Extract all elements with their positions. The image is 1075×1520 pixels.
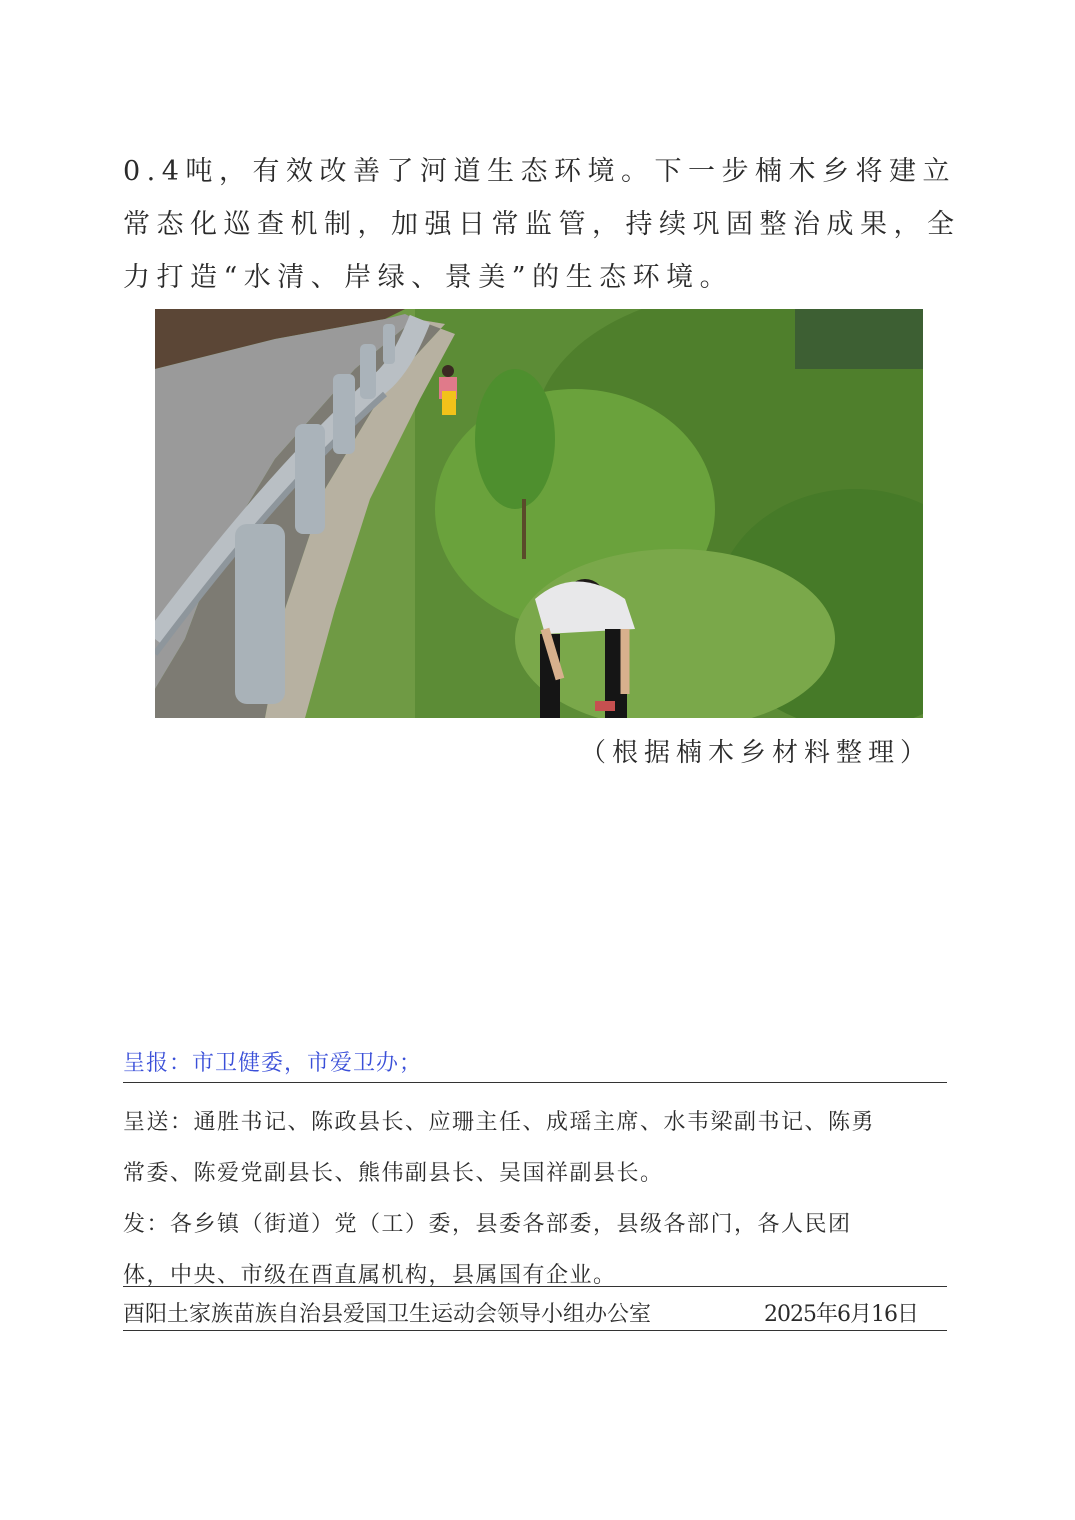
send-line-1: 呈送：通胜书记、陈政县长、应珊主任、成瑶主席、水韦梁副书记、陈勇 bbox=[123, 1110, 876, 1135]
divider-middle bbox=[123, 1286, 947, 1287]
send-recipients bbox=[123, 1097, 947, 1199]
body-line-3: 力打造“水清、岸绿、景美”的生态环境。 bbox=[123, 262, 734, 293]
send-line-2: 常委、陈爱党副县长、熊伟副县长、吴国祥副县长。 bbox=[123, 1161, 664, 1186]
body-paragraph bbox=[123, 145, 961, 304]
issue-line-2: 体，中央、市级在酉直属机构，县属国有企业。 bbox=[123, 1263, 617, 1288]
divider-bottom bbox=[123, 1330, 947, 1331]
issue-line-1: 发：各乡镇（街道）党（工）委，县委各部委，县级各部门，各人民团 bbox=[123, 1212, 852, 1237]
photo-caption: （根据楠木乡材料整理） bbox=[580, 738, 933, 768]
cleanup-photo bbox=[155, 309, 923, 718]
report-recipients: 呈报：市卫健委，市爱卫办； bbox=[123, 1051, 423, 1076]
divider-top bbox=[123, 1082, 947, 1083]
body-line-2: 常态化巡查机制，加强日常监管，持续巩固整治成果，全 bbox=[123, 209, 961, 240]
issue-date: 2025年6月16日 bbox=[764, 1302, 918, 1327]
body-line-1: 0.4吨，有效改善了河道生态环境。下一步楠木乡将建立 bbox=[123, 156, 956, 187]
issuing-organization: 酉阳土家族苗族自治县爱国卫生运动会领导小组办公室 bbox=[123, 1302, 652, 1327]
